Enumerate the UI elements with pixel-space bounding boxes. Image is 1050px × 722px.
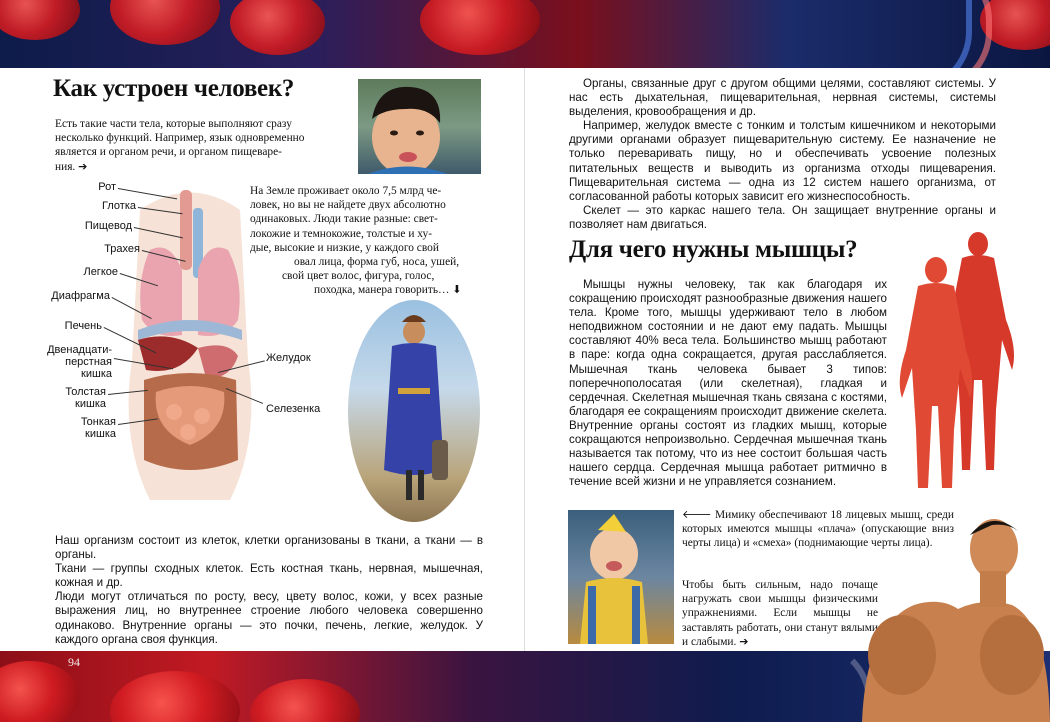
blood-cell-icon [0, 661, 80, 722]
anatomy-illustration-icon [110, 180, 270, 510]
pop-line: походка, манера говорить… ⬇ [314, 283, 462, 297]
organism-p1: Наш организм состоит из клеток, клетки организованы в ткани, а ткани — в органы. [55, 534, 483, 562]
bodybuilder-photo [862, 505, 1050, 722]
face-muscles-text: 🡐 Мимику обеспечивают 18 лицевых мышц, среди которых имеются мышцы «плача» (опускающие вниз черты лица) и «смеха» (поднимающие черты лица). [682, 508, 954, 550]
arrow-left-icon: 🡐 [682, 508, 712, 521]
boy-face-icon [358, 79, 481, 174]
label-mouth: Рот [98, 181, 116, 193]
label-throat: Глотка [102, 200, 136, 212]
internal-organs-diagram [110, 180, 270, 510]
label-liver: Печень [64, 320, 102, 332]
label-stomach: Желудок [266, 352, 311, 364]
label-large-intestine [40, 386, 106, 410]
blood-cell-icon [110, 0, 220, 45]
artery-icon [720, 0, 992, 68]
intro-line: Есть такие части тела, которые выполняют сразу [55, 118, 292, 130]
top-decorative-band [0, 0, 1050, 68]
pop-line: одинаковых. Люди такие разные: свет- [250, 213, 438, 226]
arrow-down-icon: ⬇ [452, 283, 462, 297]
label-small-intestine-line: Тонкая [80, 416, 116, 428]
label-duodenum [30, 344, 112, 380]
arrow-right-icon: ➔ [739, 634, 749, 648]
pop-line: локожие и темнокожие, толстые и ху- [250, 227, 433, 240]
label-large-intestine-line: кишка [75, 398, 106, 410]
boy-tongue-photo [358, 79, 481, 174]
pop-line: свой цвет волос, фигура, голос, [282, 270, 435, 283]
bodybuilder-icon [862, 505, 1050, 722]
exercise-paragraph [682, 578, 878, 649]
systems-p3: Скелет — это каркас нашего тела. Он защищает внутренние органы и позволяет нам двигаться. [569, 203, 996, 231]
page-title-muscles: Для чего нужны мышцы? [569, 236, 858, 263]
intro-line: несколько функций. Например, язык одновременно [55, 132, 305, 145]
page-number: 94 [68, 655, 80, 669]
arrow-right-icon: ➔ [78, 159, 88, 173]
systems-p2: Например, желудок вместе с тонким и толстым кишечником и некоторыми другими органами образует пищеварительную систему. Ее назначение не только переваривать пищу, но и обеспечивать усвоение полезных питательных веществ и выводить из организма отходы пищеварения. Пищеварительная система — одна из 12 систем нашего организма, от согласованной работы которых зависит его жизнеспособность. [569, 119, 996, 203]
muscle-figure-icon [890, 230, 1038, 492]
label-duodenum-line: перстная [65, 356, 112, 368]
label-spleen: Селезенка [266, 403, 321, 415]
label-small-intestine [50, 416, 116, 440]
systems-paragraph [569, 77, 996, 232]
label-esophagus: Пищевод [84, 220, 132, 232]
page-title-how-human-works: Как устроен человек? [53, 75, 295, 102]
pop-line: На Земле проживает около 7,5 млрд че- [250, 185, 442, 197]
muscles-paragraph [569, 278, 887, 489]
tall-man-icon [348, 300, 480, 522]
label-trachea: Трахея [104, 243, 140, 255]
intro-line: является и органом речи, и органом пищеваре- [55, 146, 282, 159]
blood-cell-icon [420, 0, 540, 55]
label-diaphragm: Диафрагма [51, 290, 110, 302]
label-small-intestine-line: кишка [85, 428, 116, 440]
pop-line: дые, высокие и низкие, у каждого свой [250, 241, 439, 254]
baby-icon [568, 510, 674, 644]
page-gutter [524, 68, 525, 651]
label-duodenum-line: Двенадцати- [47, 344, 112, 356]
exercise-text: Чтобы быть сильным, надо почаще нагружать свои мышцы физическими упражнениями. Если мышцы не заставлять работать, они станут вялыми и слабыми. ➔ [682, 579, 878, 648]
blood-cell-icon [230, 0, 325, 55]
muscle-anatomy-figures [890, 230, 1038, 492]
intro-line: ния. ➔ [55, 159, 88, 173]
blood-cell-icon [110, 671, 240, 722]
blood-cell-icon [250, 679, 360, 722]
intro-paragraph [55, 117, 347, 174]
muscles-text: Мышцы нужны человеку, так как благодаря их сокращению происходят разнообразные движения нашего тела. Кроме того, мышцы удерживают тело в любом неподвижном состоянии и не дают ему падать. Мышцы составляют 40% веса тела. Большинство мышц работают в паре: когда одна сокращается, другая расслабляется. Мышечная ткань человека бывает 3 типов: поперечнополосатая (или скелетная), гладкая и сердечная. Скелетная мышечная ткань связана с костями, благодаря ее сокращениям происходит движение скелета. Внутренние органы состоят из гладких мышц, которые сокращаются непроизвольно. Сердечная мышечная ткань называется так потому, что из нее состоит большая часть нашего сердца. Сердечная мышца работает ритмично в течение всей жизни и не управляется сознанием. [569, 278, 887, 489]
pop-line: овал лица, форма губ, носа, ушей, [294, 256, 460, 269]
pop-line: ловек, но вы не найдете двух абсолютно [250, 199, 446, 212]
organism-p3: Люди могут отличаться по росту, весу, цвету волос, кожи, у всех разные выражения лиц, но внутреннее строение любого человека совершенно одинаково. Внутренние органы — это почки, печень, легкие, желудок. У каждого органа своя функция. [55, 590, 483, 646]
label-large-intestine-line: Толстая [65, 386, 106, 398]
tall-man-oval-photo [348, 300, 480, 522]
label-duodenum-line: кишка [81, 368, 112, 380]
organism-p2: Ткани — группы сходных клеток. Есть костная ткань, нервная, мышечная, кожная и др. [55, 562, 483, 590]
systems-p1: Органы, связанные друг с другом общими целями, составляют системы. У нас есть дыхательная, пищеварительная, нервная системы, системы выделения, кровообращения и др. [569, 77, 996, 119]
organism-paragraph [55, 534, 483, 647]
blood-cell-icon [0, 0, 80, 40]
vein-icon [560, 651, 872, 722]
laughing-baby-photo [568, 510, 674, 644]
label-lung: Легкое [83, 266, 118, 278]
population-paragraph [250, 184, 482, 298]
